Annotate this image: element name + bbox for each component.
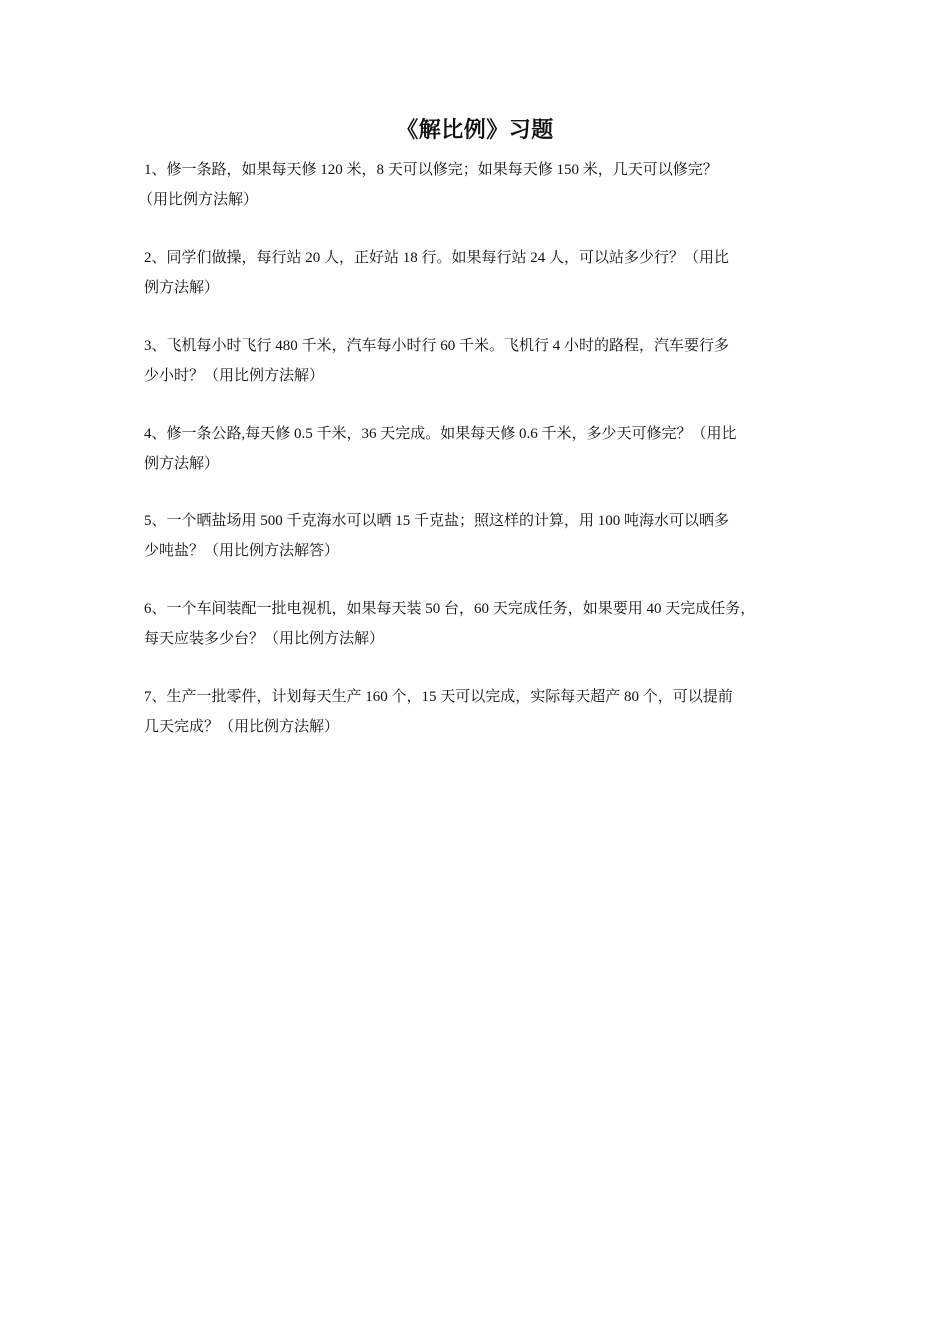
question-4 xyxy=(144,419,820,479)
question-6-line-1: 6、一个车间装配一批电视机，如果每天装 50 台，60 天完成任务，如果要用 40 天完成任务， xyxy=(144,601,756,617)
question-2 xyxy=(144,243,820,303)
question-1 xyxy=(138,155,820,215)
question-7-line-1: 7、生产一批零件，计划每天生产 160 个，15 天可以完成，实际每天超产 80 个，可以提前 xyxy=(144,689,733,705)
question-5-line-1: 5、一个晒盐场用 500 千克海水可以晒 15 千克盐；照这样的计算，用 100 吨海水可以晒多 xyxy=(144,513,730,529)
question-2-line-2: 例方法解） xyxy=(144,280,220,296)
question-2-line-1: 2、同学们做操，每行站 20 人，正好站 18 行。如果每行站 24 人，可以站多少行？（用比 xyxy=(144,250,730,266)
question-1-line-1: 1、修一条路，如果每天修 120 米，8 天可以修完；如果每天修 150 米，几天可以修完？ xyxy=(144,162,718,178)
question-7-line-2: 几天完成？（用比例方法解） xyxy=(144,719,340,735)
question-3-line-1: 3、飞机每小时飞行 480 千米，汽车每小时行 60 千米。飞机行 4 小时的路程，汽车要行多 xyxy=(144,338,730,354)
question-3-line-2: 少小时？（用比例方法解） xyxy=(144,368,325,384)
question-6-line-2: 每天应装多少台？（用比例方法解） xyxy=(144,631,385,647)
question-5 xyxy=(144,506,820,566)
question-3 xyxy=(144,331,820,391)
question-1-line-2: （用比例方法解） xyxy=(138,192,259,208)
page-title: 《解比例》习题 xyxy=(396,117,554,142)
question-4-line-1: 4、修一条公路,每天修 0.5 千米，36 天完成。如果每天修 0.6 千米，多少天可修完？（用比 xyxy=(144,426,737,442)
question-4-line-2: 例方法解） xyxy=(144,456,220,472)
question-7 xyxy=(144,682,820,742)
question-6 xyxy=(144,594,820,654)
question-5-line-2: 少吨盐？（用比例方法解答） xyxy=(144,543,340,559)
